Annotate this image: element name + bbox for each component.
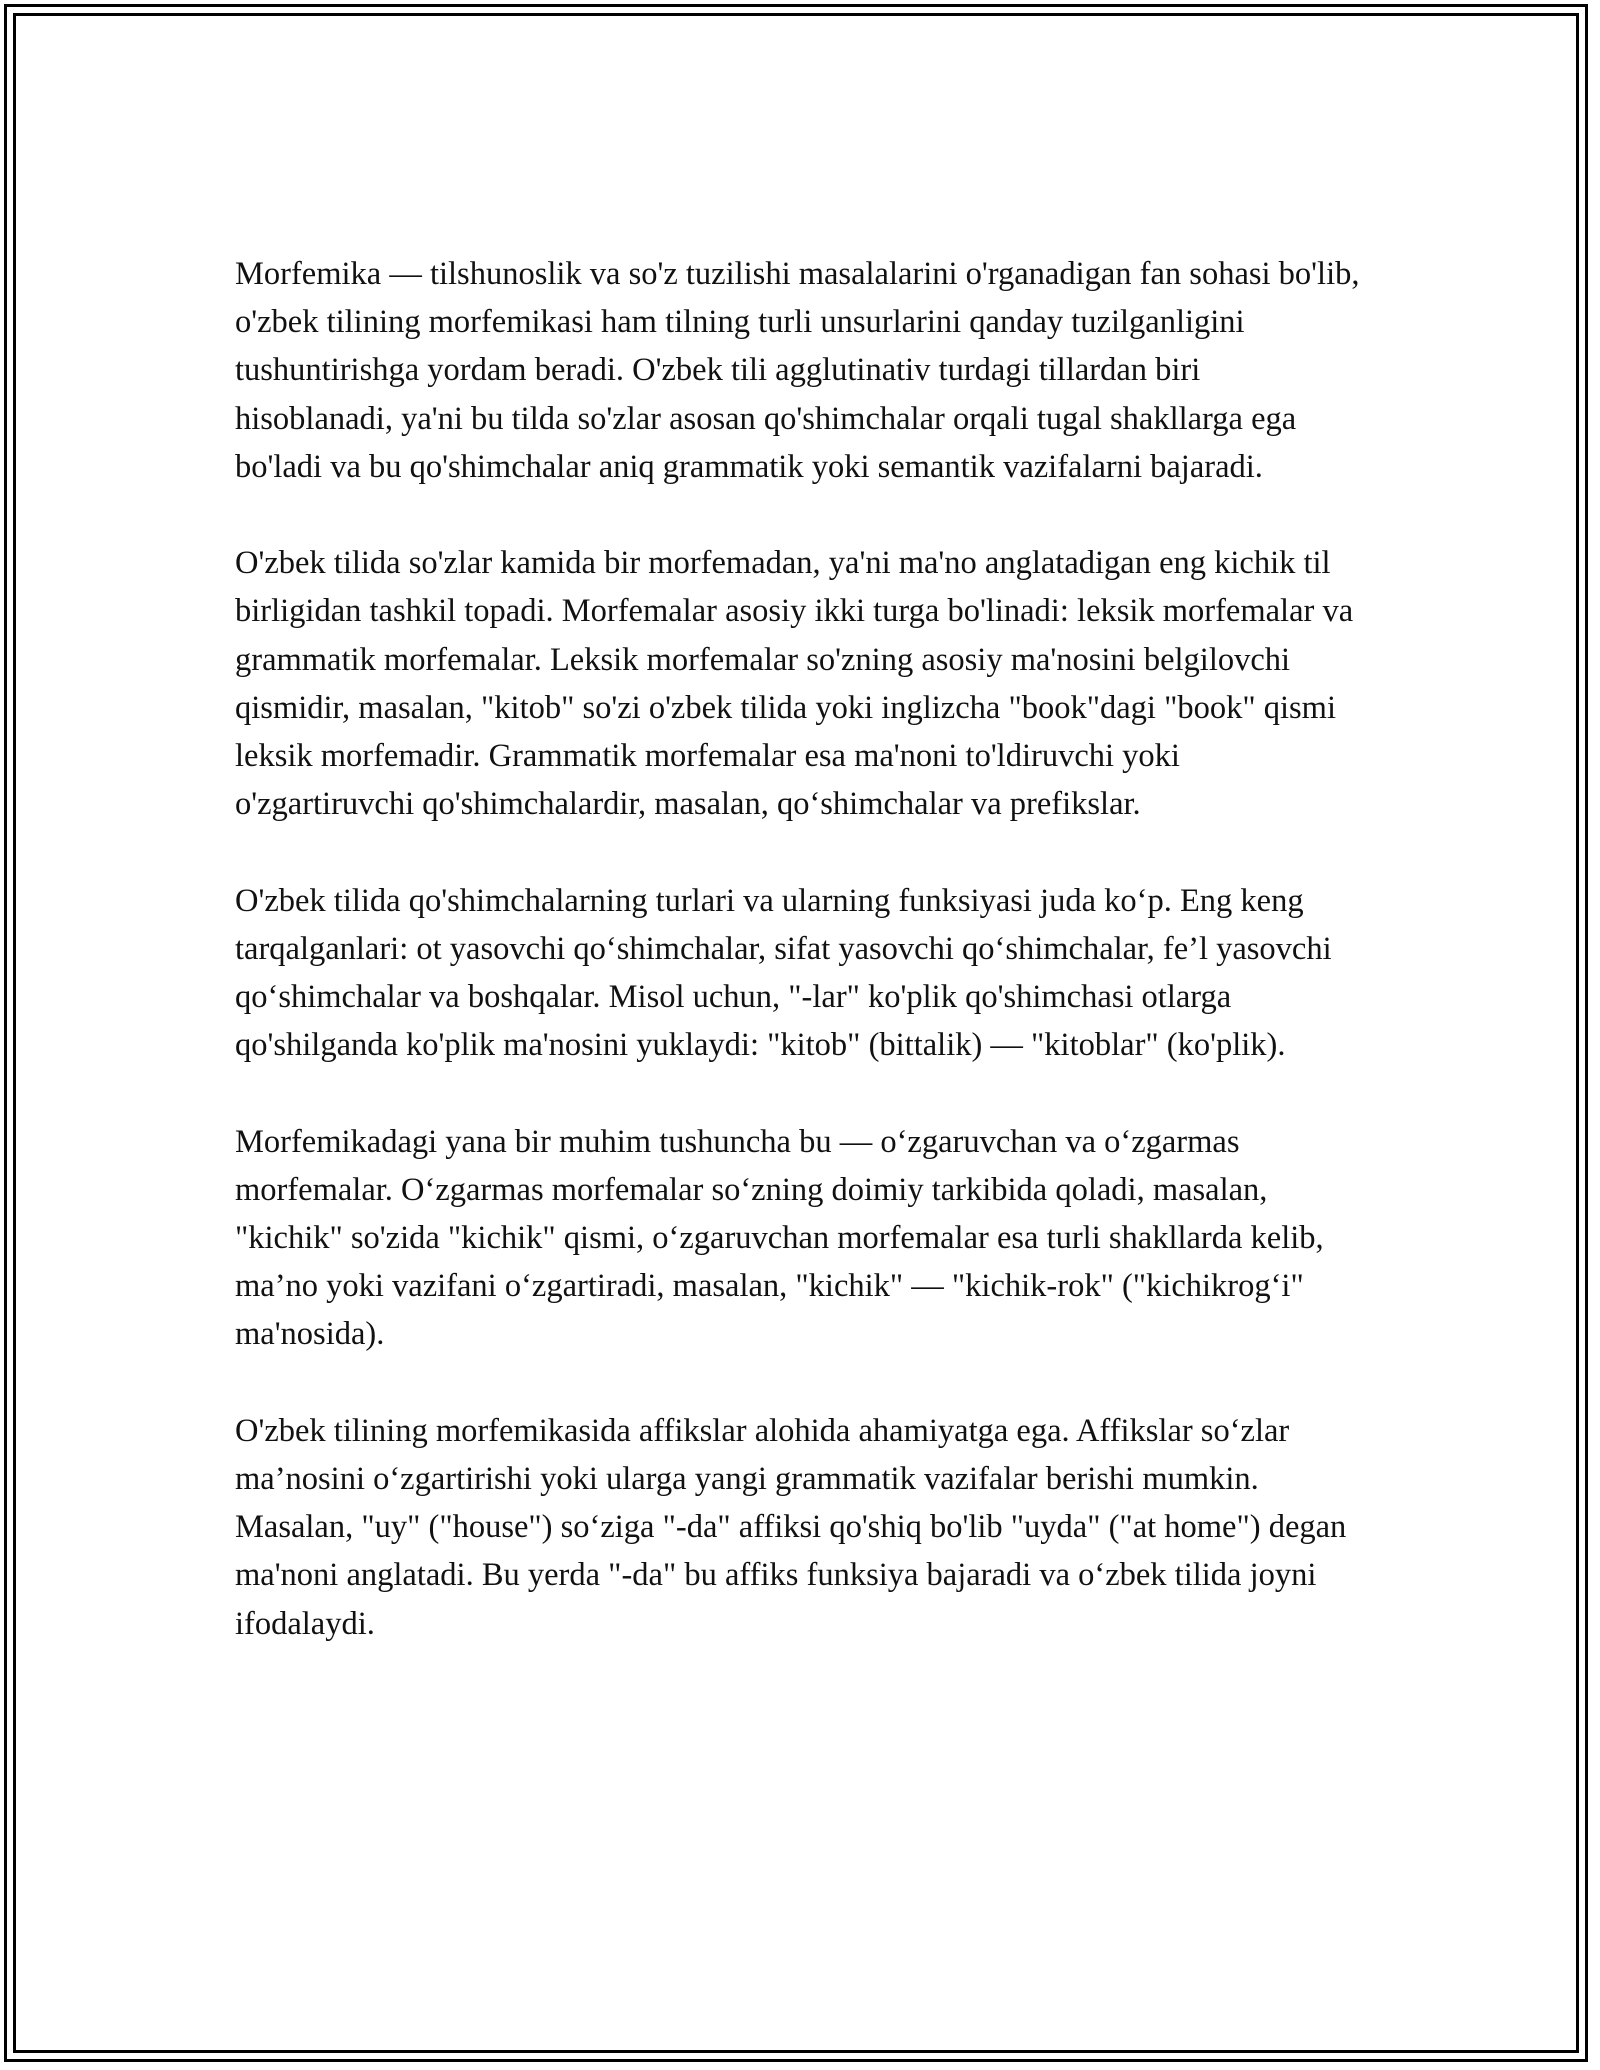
paragraph-4: Morfemikadagi yana bir muhim tushuncha bu — o‘zgaruvchan va o‘zgarmas morfemalar. O‘zgarmas morfemalar so‘zning doimiy tarkibida qoladi, masalan, "kichik" so'zida "kichik" qismi, o‘zgaruvchan morfemalar esa turli shakllarda kelib, ma’no yoki vazifani o‘zgartiradi, masalan, "kichik" — "kichik-rok" ("kichikrog‘i" ma'nosida).: [235, 1123, 1324, 1353]
paragraph-3: O'zbek tilida qo'shimchalarning turlari va ularning funksiyasi juda ko‘p. Eng keng tarqalganlari: ot yasovchi qo‘shimchalar, sifat yasovchi qo‘shimchalar, fe’l yasovchi qo‘shimchalar va boshqalar. Misol uchun, "-lar" ko'plik qo'shimchasi otlarga qo'shilganda ko'plik ma'nosini yuklaydi: "kitob" (bittalik) — "kitoblar" (ko'plik).: [235, 882, 1332, 1064]
paragraph-5: O'zbek tilining morfemikasida affikslar alohida ahamiyatga ega. Affikslar so‘zlar ma’nosini o‘zgartirishi yoki ularga yangi grammatik vazifalar berishi mumkin. Masalan, "uy" ("house") so‘ziga "-da" affiksi qo'shiq bo'lib "uyda" ("at home") degan ma'noni anglatadi. Bu yerda "-da" bu affiks funksiya bajaradi va o‘zbek tilida joyni ifodalaydi.: [235, 1412, 1347, 1642]
paragraph-2: O'zbek tilida so'zlar kamida bir morfemadan, ya'ni ma'no anglatadigan eng kichik til birligidan tashkil topadi. Morfemalar asosiy ikki turga bo'linadi: leksik morfemalar va grammatik morfemalar. Leksik morfemalar so'zning asosiy ma'nosini belgilovchi qismidir, masalan, "kitob" so'zi o'zbek tilida yoki inglizcha "book"dagi "book" qismi leksik morfemadir. Grammatik morfemalar esa ma'noni to'ldiruvchi yoki o'zgartiruvchi qo'shimchalardir, masalan, qo‘shimchalar va prefikslar.: [235, 545, 1354, 823]
paragraph-1: Morfemika — tilshunoslik va so'z tuzilishi masalalarini o'rganadigan fan sohasi bo'lib, o'zbek tilining morfemikasi ham tilning turli unsurlarini qanday tuzilganligini tushuntirishga yordam beradi. O'zbek tili agglutinativ turdagi tillardan biri hisoblanadi, ya'ni bu tilda so'zlar asosan qo'shimchalar orqali tugal shakllarga ega bo'ladi va bu qo'shimchalar aniq grammatik yoki semantik vazifalarni bajaradi.: [235, 256, 1360, 485]
document-body: [235, 250, 1365, 1696]
